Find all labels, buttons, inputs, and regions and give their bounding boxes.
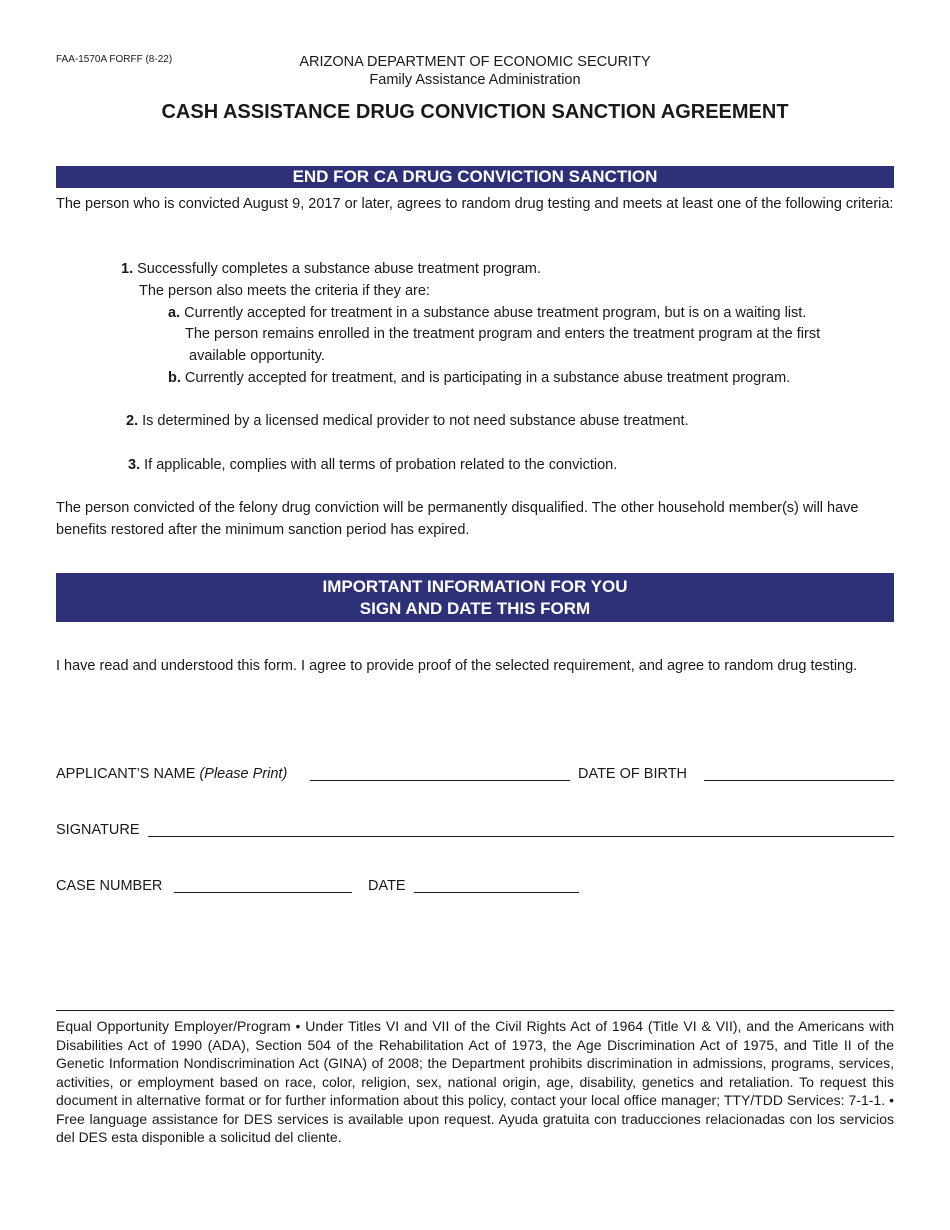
form-code: FAA-1570A FORFF (8-22) [56,54,173,65]
date-label: DATE [368,878,406,894]
case-number-label: CASE NUMBER [56,878,163,894]
criteria-item-3 [128,454,617,476]
criteria-number: 3. [128,457,141,473]
criteria-letter: a. [168,305,181,321]
criteria-sub-intro: The person also meets the criteria if they are: [139,283,430,299]
applicant-name-label [56,766,287,782]
criteria-text: Currently accepted for treatment in a substance abuse treatment program, but is on a waiting list. [184,305,807,321]
case-number-field[interactable] [174,892,352,893]
applicant-name-label-text: APPLICANT’S NAME [56,766,196,782]
signature-field[interactable] [148,836,894,837]
applicant-name-field[interactable] [310,780,570,781]
criteria-item-2 [126,410,689,432]
criteria-text: Successfully completes a substance abuse treatment program. [137,261,541,277]
criteria-text: Currently accepted for treatment, and is participating in a substance abuse treatment program. [184,370,791,386]
agency-name: ARIZONA DEPARTMENT OF ECONOMIC SECURITY [299,54,651,70]
section-banner-important-info [56,573,894,622]
division-name: Family Assistance Administration [369,72,581,88]
section1-intro: The person who is convicted August 9, 2017 or later, agrees to random drug testing and meets at least one of the following criteria: [56,196,894,212]
date-field[interactable] [414,892,579,893]
criteria-text: If applicable, complies with all terms of probation related to the conviction. [144,457,618,473]
criteria-text: Is determined by a licensed medical provider to not need substance abuse treatment. [142,413,689,429]
signature-label: SIGNATURE [56,822,140,838]
criteria-number: 1. [121,261,134,277]
criteria-item-1a-continued-2: available opportunity. [189,348,325,364]
date-of-birth-field[interactable] [704,780,894,781]
dob-label: DATE OF BIRTH [578,766,688,782]
criteria-letter: b. [168,370,181,386]
criteria-item-1a [168,302,806,324]
disqualification-note: The person convicted of the felony drug conviction will be permanently disqualified. The other household member(s) will have benefits restored after the minimum sanction period has expired. [56,500,859,538]
page-title: CASH ASSISTANCE DRUG CONVICTION SANCTION AGREEMENT [161,101,789,123]
criteria-number: 2. [126,413,139,429]
please-print-hint: (Please Print) [199,766,288,782]
equal-opportunity-notice: Equal Opportunity Employer/Program • Under Titles VI and VII of the Civil Rights Act of 1964 (Title VI & VII), and the Americans with Disabilities Act of 1990 (ADA), Section 504 of the Rehabilitation Act of 1973, the Age Discrimination Act of 1975, and Title II of the Genetic Information Nondiscrimination Act (GINA) of 2008; the Department prohibits discrimination in admissions, programs, services, activities, or employment based on race, color, religion, sex, national origin, age, disability, genetics and retaliation. To request this document in alternative format or for further information about this policy, contact your local office manager; TTY/TDD Services: 7-1-1. • Free language assistance for DES services is available upon request. Ayuda gratuita con traducciones relacionadas con los servicios del DES esta disponible a solicitud del cliente. [56,1018,894,1145]
section-banner-end-sanction: END FOR CA DRUG CONVICTION SANCTION [56,166,894,188]
criteria-item-1 [121,258,541,280]
agreement-statement: I have read and understood this form. I agree to provide proof of the selected requirement, and agree to random drug testing. [56,658,858,674]
footer-divider [56,1010,894,1011]
criteria-item-1a-continued: The person remains enrolled in the treatment program and enters the treatment program at the first [185,326,821,342]
criteria-item-1b [168,367,790,389]
banner-line-1: IMPORTANT INFORMATION FOR YOU [322,577,628,596]
agency-header [0,53,950,89]
banner-line-2: SIGN AND DATE THIS FORM [359,599,591,618]
